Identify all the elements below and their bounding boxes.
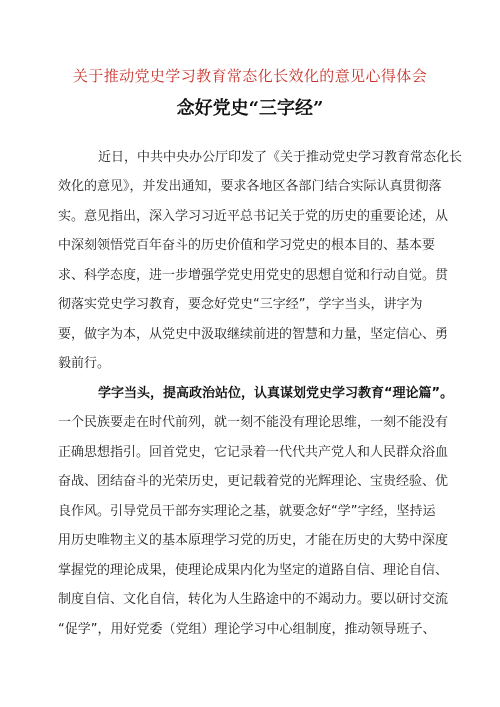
paragraph-line: 毅前行。 [58,356,111,371]
document-subtitle: 念好党史“三字经” [176,98,324,119]
paragraph-line: 效化的意见》，并发出通知，要求各地区各部门结合实际认真贯彻落 [58,179,442,194]
paragraph-line: 掌握党的理论成果，使理论成果内化为坚定的道路自信、理论自信、 [58,563,449,578]
paragraph-line: 正确思想指引。回首党史，它记录着一代代共产党人和人民群众浴血 [58,445,449,460]
paragraph-line: 要，做字为本，从党史中汲取继续前进的智慧和力量，坚定信心、勇 [58,327,449,342]
paragraph-line: 一个民族要走在时代前列，就一刻不能没有理论思维，一刻不能没有 [58,415,449,430]
section-heading: 学字当头，提高政治站位，认真谋划党史学习教育“理论篇”。 [98,386,454,401]
paragraph-line: 求、科学态度，进一步增强学党史用党史的思想自觉和行动自觉。贯 [58,268,449,283]
paragraph-line: 彻落实党史学习教育，要念好党史“三字经”，学字当头，讲字为 [58,297,423,312]
paragraph-line: 近日，中共中央办公厅印发了《关于推动党史学习教育常态化长 [98,150,463,165]
paragraph-line: 中深刻领悟党百年奋斗的历史价值和学习党史的根本目的、基本要 [58,238,436,253]
paragraph-line: 实。意见指出，深入学习习近平总书记关于党的历史的重要论述，从 [58,209,449,224]
paragraph-line: 制度自信、文化自信，转化为人生路途中的不竭动力。要以研讨交流 [58,592,449,607]
document-title: 关于推动党史学习教育常态化长效化的意见心得体会 [72,67,428,85]
paragraph-line: “促学”，用好党委（党组）理论学习中心组制度，推动领导班子、 [58,622,436,637]
paragraph-line: 用历史唯物主义的基本原理学习党的历史，才能在历史的大势中深度 [58,533,449,548]
paragraph-line: 奋战、团结奋斗的光荣历史，更记载着党的光辉理论、宝贵经验、优 [58,474,449,489]
paragraph-line: 良作风。引导党员干部夯实理论之基，就要念好“学”字经，坚持运 [58,504,436,519]
